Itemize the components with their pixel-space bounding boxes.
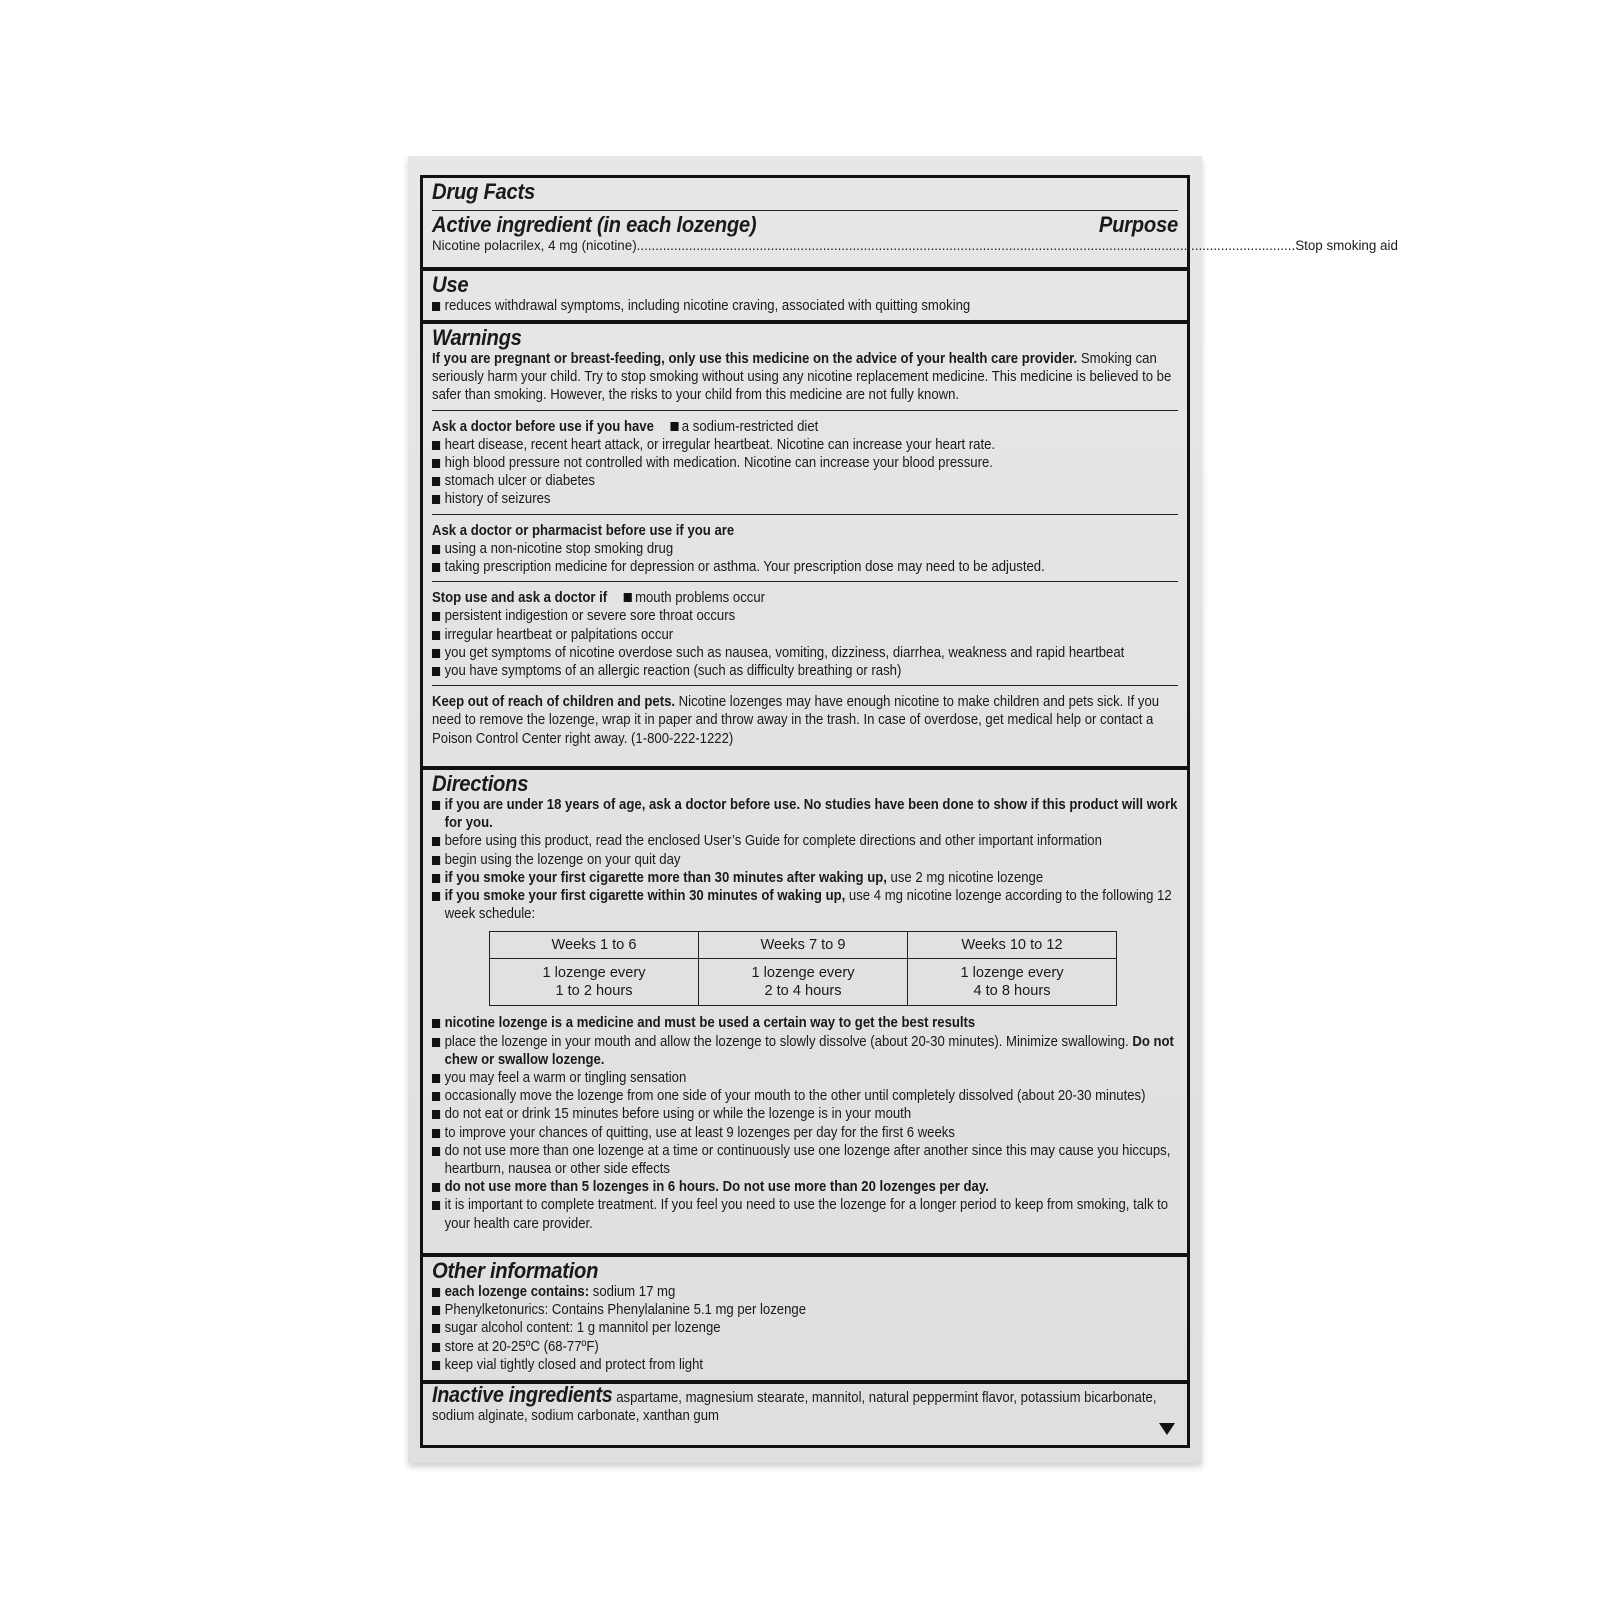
divider xyxy=(432,514,1178,515)
other-information-heading: Other information xyxy=(432,1258,599,1283)
ask-doctor-item: heart disease, recent heart attack, or irregular heartbeat. Nicotine can increase your heart rate. xyxy=(432,436,1190,454)
direction-bold: do not use more than 5 lozenges in 6 hours. Do not use more than 20 lozenges per day. xyxy=(444,1179,989,1196)
continue-arrow-icon xyxy=(1159,1423,1175,1435)
schedule-value-cell xyxy=(699,959,908,1006)
active-heading-row xyxy=(432,213,1178,237)
divider xyxy=(432,210,1178,211)
purpose-heading: Purpose xyxy=(1098,212,1178,237)
other-info-item: Phenylketonurics: Contains Phenylalanine 5.1 mg per lozenge xyxy=(432,1301,1190,1319)
inactive-ingredients-heading: Inactive ingredients xyxy=(432,1382,613,1407)
divider xyxy=(432,581,1178,582)
direction-item: do not use more than one lozenge at a time or continuously use one lozenge after another since this may cause you hiccups, heartburn, nausea or other side effects xyxy=(432,1142,1190,1178)
schedule-header-row xyxy=(490,932,1117,959)
direction-item: it is important to complete treatment. If you feel you need to use the lozenge for a longer period to keep from smoking, talk to your health care provider. xyxy=(432,1196,1190,1232)
drug-facts-card xyxy=(408,156,1398,1463)
schedule-value-line: 1 to 2 hours xyxy=(555,983,633,1000)
direction-item xyxy=(432,1014,1190,1032)
direction-text: place the lozenge in your mouth and allow the lozenge to slowly dissolve (about 20-30 minutes). Minimize swallowing. xyxy=(444,1033,1133,1050)
direction-bold: if you smoke your first cigarette more than 30 minutes after waking up, xyxy=(444,869,887,886)
ask-doctor-heading: Ask a doctor before use if you have xyxy=(432,418,654,435)
divider xyxy=(432,685,1178,686)
schedule-value-cell xyxy=(490,959,699,1006)
schedule-value-line: 1 lozenge every xyxy=(960,965,1064,982)
other-info-item: store at 20-25ºC (68-77ºF) xyxy=(432,1338,1190,1356)
schedule-header-cell: Weeks 10 to 12 xyxy=(908,932,1117,959)
section-divider xyxy=(423,766,1187,770)
ask-pharmacist-item: taking prescription medicine for depression or asthma. Your prescription dose may need to be adjusted. xyxy=(432,558,1190,576)
direction-item: begin using the lozenge on your quit day xyxy=(432,851,1190,869)
direction-item: to improve your chances of quitting, use at least 9 lozenges per day for the first 6 weeks xyxy=(432,1124,1190,1142)
schedule-value-line: 1 lozenge every xyxy=(751,965,855,982)
direction-item xyxy=(432,796,1190,832)
pregnancy-warning-bold: If you are pregnant or breast-feeding, only use this medicine on the advice of your health care provider. xyxy=(432,351,1078,367)
ask-pharmacist-heading-text: Ask a doctor or pharmacist before use if you are xyxy=(432,522,735,539)
dosing-schedule-table xyxy=(489,931,1117,1006)
direction-bold: Do not chew or swallow lozenge. xyxy=(444,1033,1174,1068)
keep-out-bold: Keep out of reach of children and pets. xyxy=(432,694,676,711)
direction-item: you may feel a warm or tingling sensation xyxy=(432,1069,1190,1087)
direction-item xyxy=(432,1178,1190,1196)
warnings-section xyxy=(423,326,1187,748)
direction-item xyxy=(432,1033,1190,1069)
other-info-item xyxy=(432,1283,1190,1301)
other-info-item: sugar alcohol content: 1 g mannitol per lozenge xyxy=(432,1319,1190,1337)
direction-item xyxy=(432,869,1190,887)
bullet-icon xyxy=(670,422,678,431)
stop-use-item: you have symptoms of an allergic reaction (such as difficulty breathing or rash) xyxy=(432,662,1190,680)
direction-bold: if you smoke your first cigarette within 30 minutes of waking up, xyxy=(444,888,846,905)
direction-text: use 4 mg nicotine lozenge according to the following 12 week schedule: xyxy=(444,888,1172,923)
inactive-ingredients-text: aspartame, magnesium stearate, mannitol, natural peppermint flavor, potassium bicarbonate, sodium alginate, sodium carbonate, xanthan gum xyxy=(432,1390,1157,1425)
warnings-heading: Warnings xyxy=(432,325,522,350)
other-info-item: keep vial tightly closed and protect from light xyxy=(432,1356,1190,1374)
direction-item: do not eat or drink 15 minutes before using or while the lozenge is in your mouth xyxy=(432,1105,1190,1123)
direction-item: before using this product, read the enclosed User’s Guide for complete directions and other important information xyxy=(432,832,1190,850)
keep-out-text: Nicotine lozenges may have enough nicotine to make children and pets sick. If you need to remove the lozenge, wrap it in paper and throw away in the trash. In case of overdose, get medical help or contact a Poison Control Center right away. (1-800-222-1222) xyxy=(432,694,1160,747)
direction-item: occasionally move the lozenge from one side of your mouth to the other until completely dissolved (about 20-30 minutes) xyxy=(432,1087,1190,1105)
stop-use-item: you get symptoms of nicotine overdose such as nausea, vomiting, dizziness, diarrhea, weakness and rapid heartbeat xyxy=(432,644,1190,662)
stop-use-heading-row xyxy=(432,589,1177,607)
ask-doctor-item: history of seizures xyxy=(432,490,1190,508)
direction-bold: nicotine lozenge is a medicine and must be used a certain way to get the best results xyxy=(444,1015,976,1032)
drug-facts-title: Drug Facts xyxy=(432,179,535,204)
section-divider xyxy=(423,1253,1187,1257)
stop-use-item: persistent indigestion or severe sore throat occurs xyxy=(432,607,1190,625)
keep-out-of-reach xyxy=(432,693,1177,748)
direction-text: use 2 mg nicotine lozenge xyxy=(886,869,1044,886)
direction-bold: if you are under 18 years of age, ask a doctor before use. No studies have been done to show if this product will work for you. xyxy=(444,797,1178,832)
directions-heading: Directions xyxy=(432,771,529,796)
bullet-icon xyxy=(623,593,631,602)
active-ingredient-section xyxy=(423,179,1398,255)
schedule-header-cell: Weeks 1 to 6 xyxy=(490,932,699,959)
other-info-text: sodium 17 mg xyxy=(589,1284,676,1300)
use-item: reduces withdrawal symptoms, including nicotine craving, associated with quitting smoking xyxy=(432,297,1190,315)
schedule-header-cell: Weeks 7 to 9 xyxy=(699,932,908,959)
other-info-bold: each lozenge contains: xyxy=(444,1284,590,1300)
stop-use-inline-item: mouth problems occur xyxy=(635,590,766,607)
ask-doctor-heading-row xyxy=(432,418,1177,436)
inactive-ingredients xyxy=(432,1382,1177,1425)
ask-pharmacist-heading xyxy=(432,522,1177,540)
active-ingredient-heading: Active ingredient (in each lozenge) xyxy=(432,212,757,237)
ask-doctor-item: stomach ulcer or diabetes xyxy=(432,472,1190,490)
active-ingredient-purpose: Stop smoking aid xyxy=(1295,238,1398,253)
schedule-value-row xyxy=(490,959,1117,1006)
schedule-value-line: 4 to 8 hours xyxy=(973,983,1051,1000)
use-heading: Use xyxy=(432,272,469,297)
direction-item xyxy=(432,887,1190,923)
directions-section xyxy=(423,772,1187,1233)
schedule-value-line: 1 lozenge every xyxy=(542,965,646,982)
stop-use-item: irregular heartbeat or palpitations occur xyxy=(432,626,1190,644)
pregnancy-warning-text: Smoking can seriously harm your child. Try to stop smoking without using any nicotine replacement medicine. This medicine is believed to be safer than smoking. However, the risks to your child from this medicine are not fully known. xyxy=(432,351,1172,404)
pregnancy-warning xyxy=(432,350,1177,405)
use-section xyxy=(423,273,1187,315)
active-ingredient-name: Nicotine polacrilex, 4 mg (nicotine) xyxy=(432,238,637,253)
ask-doctor-item: high blood pressure not controlled with medication. Nicotine can increase your blood pressure. xyxy=(432,454,1190,472)
ask-doctor-inline-item: a sodium-restricted diet xyxy=(681,418,819,435)
stop-use-heading: Stop use and ask a doctor if xyxy=(432,590,608,607)
other-information-section xyxy=(423,1259,1187,1374)
schedule-value-cell xyxy=(908,959,1117,1006)
leader-dots: ................................................................................................................................................................................. xyxy=(636,238,1296,253)
section-divider xyxy=(423,320,1187,324)
drug-facts-panel xyxy=(420,175,1398,1448)
divider xyxy=(432,410,1178,411)
section-divider xyxy=(423,267,1187,271)
ask-pharmacist-item: using a non-nicotine stop smoking drug xyxy=(432,540,1190,558)
active-ingredient-row xyxy=(432,237,1398,255)
schedule-value-line: 2 to 4 hours xyxy=(764,983,842,1000)
inactive-ingredients-section xyxy=(423,1382,1187,1425)
